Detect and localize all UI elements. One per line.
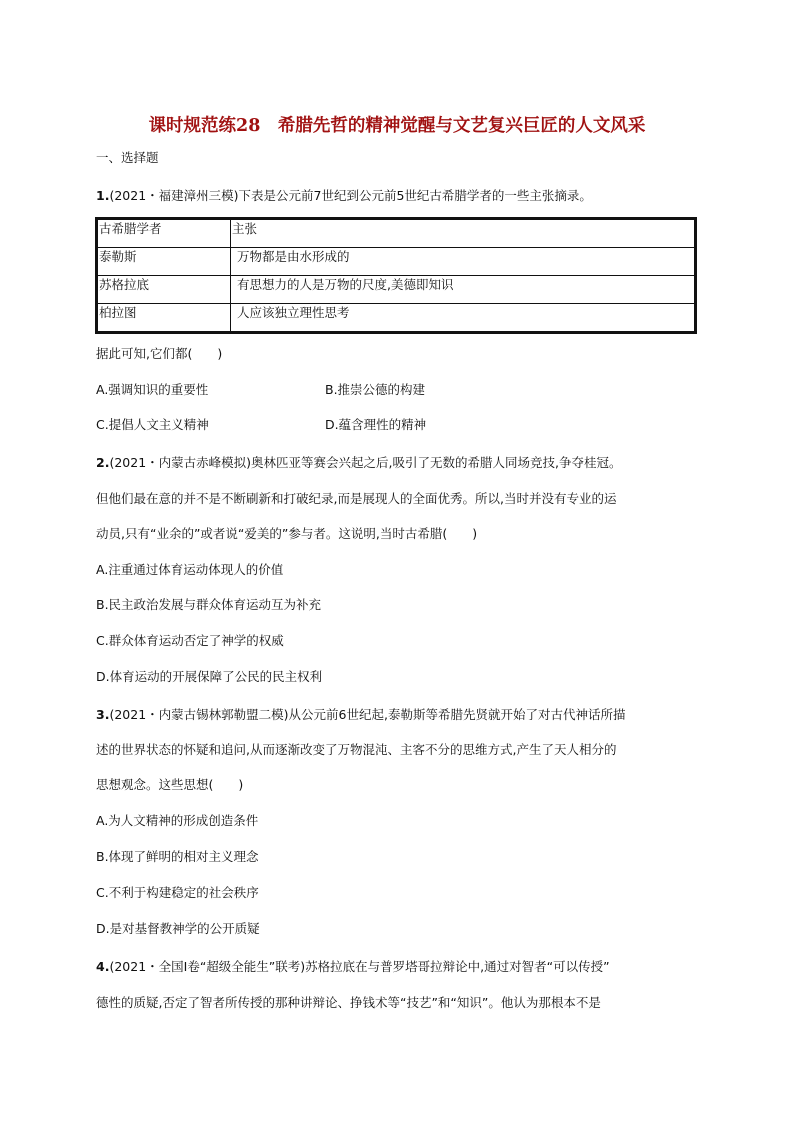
question-number: 4.	[96, 959, 110, 974]
question-4-line: 德性的质疑,否定了智者所传授的那种讲辩论、挣钱术等“技艺”和“知识”。他认为那根本不是	[96, 995, 601, 1010]
table-row	[97, 304, 696, 333]
question-number: 1.	[96, 188, 110, 203]
table-cell: 泰勒斯	[97, 248, 231, 276]
question-3-line	[96, 707, 625, 723]
table-row	[97, 248, 696, 276]
table-cell: 人应该独立理性思考	[231, 304, 696, 333]
table-row	[97, 276, 696, 304]
table-cell: 柏拉图	[97, 304, 231, 333]
option-d: D.体育运动的开展保障了公民的民主权利	[96, 669, 323, 684]
table-cell: 苏格拉底	[97, 276, 231, 304]
option-a: A.注重通过体育运动体现人的价值	[96, 562, 284, 577]
option-c: C.提倡人文主义精神	[96, 417, 209, 432]
question-text: (2021・福建漳州三模)下表是公元前7世纪到公元前5世纪古希腊学者的一些主张摘录。	[109, 188, 592, 203]
option-c: C.不利于构建稳定的社会秩序	[96, 885, 259, 900]
table-cell: 万物都是由水形成的	[231, 248, 696, 276]
page-title: 课时规范练28 希腊先哲的精神觉醒与文艺复兴巨匠的人文风采	[148, 116, 646, 136]
option-d: D.蕴含理性的精神	[325, 417, 427, 432]
question-3-line: 述的世界状态的怀疑和追问,从而逐渐改变了万物混沌、主客不分的思维方式,产生了天人相分的	[96, 742, 617, 757]
question-text: (2021・内蒙古赤峰模拟)奥林匹亚等赛会兴起之后,吸引了无数的希腊人同场竞技,争夺桂冠。	[109, 455, 622, 470]
question-1-prompt: 据此可知,它们都( )	[96, 346, 223, 361]
option-b: B.推崇公德的构建	[325, 382, 426, 397]
question-number: 2.	[96, 455, 110, 470]
option-c: C.群众体育运动否定了神学的权威	[96, 633, 284, 648]
option-a: A.为人文精神的形成创造条件	[96, 813, 259, 828]
option-b: B.体现了鲜明的相对主义理念	[96, 849, 259, 864]
option-d: D.是对基督教神学的公开质疑	[96, 921, 260, 936]
scholars-table	[95, 217, 697, 334]
table-cell: 有思想力的人是万物的尺度,美德即知识	[231, 276, 696, 304]
question-1-stem	[96, 188, 592, 204]
question-3-line: 思想观念。这些思想( )	[96, 777, 244, 792]
option-a: A.强调知识的重要性	[96, 382, 209, 397]
option-b: B.民主政治发展与群众体育运动互为补充	[96, 597, 322, 612]
question-2-line	[96, 455, 621, 471]
question-2-line: 动员,只有“业余的”或者说“爱美的”参与者。这说明,当时古希腊( )	[96, 526, 478, 541]
question-number: 3.	[96, 707, 110, 722]
question-2-line: 但他们最在意的并不是不断刷新和打破纪录,而是展现人的全面优秀。所以,当时并没有专业的运	[96, 491, 617, 506]
question-text: (2021・全国Ⅰ卷“超级全能生”联考)苏格拉底在与普罗塔哥拉辩论中,通过对智者“可以传授”	[109, 959, 610, 974]
table-header-row	[97, 219, 696, 248]
table-header: 古希腊学者	[97, 219, 231, 248]
question-4-line	[96, 959, 610, 975]
question-text: (2021・内蒙古锡林郭勒盟二模)从公元前6世纪起,泰勒斯等希腊先贤就开始了对古代神话所描	[109, 707, 626, 722]
section-heading: 一、选择题	[96, 150, 159, 165]
table-header: 主张	[231, 219, 696, 248]
